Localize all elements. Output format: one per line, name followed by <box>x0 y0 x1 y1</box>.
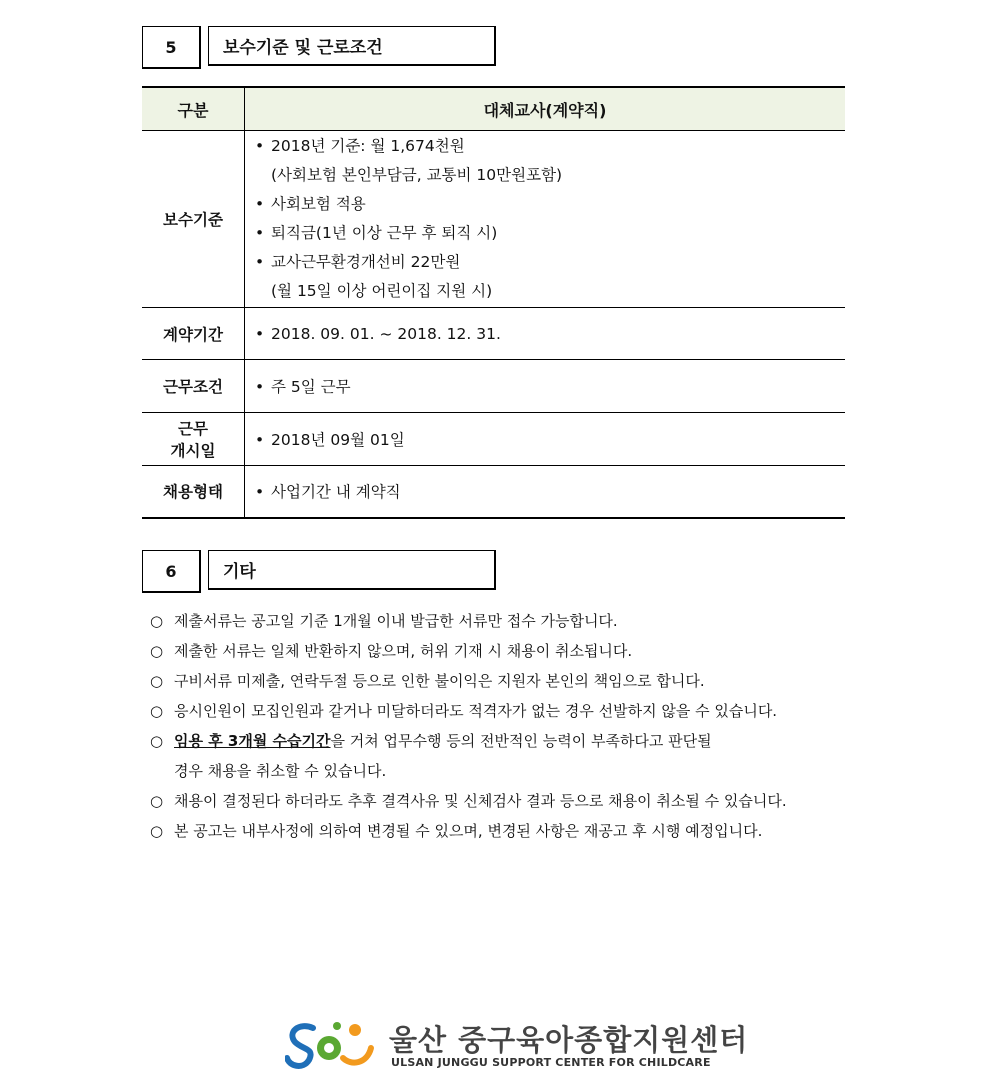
table-row-contract-period <box>142 308 845 360</box>
row-value <box>245 131 846 308</box>
pay-line: • 교사근무환경개선비 22만원 <box>255 253 461 271</box>
childcare-center-logo-icon <box>285 1018 377 1072</box>
footer-logo <box>285 1018 749 1072</box>
header-position: 대체교사(계약직) <box>245 87 846 131</box>
header-category: 구분 <box>142 87 245 131</box>
table-row-pay <box>142 131 845 308</box>
pay-line: • 2018년 기준: 월 1,674천원 <box>255 137 465 155</box>
section-number: 6 <box>142 550 201 593</box>
pay-line: (사회보험 본인부담금, 교통비 10만원포함) <box>271 166 563 184</box>
row-label: 채용형태 <box>142 466 245 518</box>
row-value: • 2018. 09. 01. ~ 2018. 12. 31. <box>245 308 846 360</box>
org-name-english: ULSAN JUNGGU SUPPORT CENTER FOR CHILDCARE <box>391 1056 711 1069</box>
pay-line: • 퇴직금(1년 이상 근무 후 퇴직 시) <box>255 224 498 242</box>
list-item: ○ 채용이 결정된다 하더라도 추후 결격사유 및 신체검사 결과 등으로 채용이 취소될 수 있습니다. <box>150 792 787 810</box>
list-item: ○ 제출한 서류는 일체 반환하지 않으며, 허위 기재 시 채용이 취소됩니다. <box>150 642 633 660</box>
list-item: ○ 구비서류 미제출, 연락두절 등으로 인한 불이익은 지원자 본인의 책임으로 합니다. <box>150 672 705 690</box>
row-value: • 사업기간 내 계약직 <box>245 466 846 518</box>
list-item: ○ 응시인원이 모집인원과 같거나 미달하더라도 적격자가 없는 경우 선발하지 않을 수 있습니다. <box>150 702 778 720</box>
section-number: 5 <box>142 26 201 69</box>
table-row-start-date <box>142 413 845 466</box>
list-item: ○ 제출서류는 공고일 기준 1개월 이내 발급한 서류만 접수 가능합니다. <box>150 612 618 630</box>
list-item-continuation: 경우 채용을 취소할 수 있습니다. <box>174 762 387 780</box>
org-name-korean: 울산 중구육아종합지원센터 <box>389 1023 749 1057</box>
notes-list <box>150 606 787 846</box>
table-row-work-conditions <box>142 360 845 413</box>
row-value: • 주 5일 근무 <box>245 360 846 413</box>
row-label: 보수기준 <box>142 131 245 308</box>
probation-emphasis: 임용 후 3개월 수습기간 <box>174 732 331 750</box>
list-item: ○ 본 공고는 내부사정에 의하여 변경될 수 있으며, 변경된 사항은 재공고 후 시행 예정입니다. <box>150 822 763 840</box>
row-label: 근무조건 <box>142 360 245 413</box>
row-label: 계약기간 <box>142 308 245 360</box>
table-header-row <box>142 87 845 131</box>
list-item: ○ 임용 후 3개월 수습기간을 거쳐 업무수행 등의 전반적인 능력이 부족하다고 판단될 <box>150 732 712 750</box>
section-title: 기타 <box>208 550 496 590</box>
conditions-table <box>142 86 845 519</box>
row-value: • 2018년 09월 01일 <box>245 413 846 466</box>
section-title: 보수기준 및 근로조건 <box>208 26 496 66</box>
table-row-employment-type <box>142 466 845 518</box>
row-label: 근무 개시일 <box>142 413 245 466</box>
pay-line: (월 15일 이상 어린이집 지원 시) <box>271 282 493 300</box>
pay-line: • 사회보험 적용 <box>255 195 366 213</box>
